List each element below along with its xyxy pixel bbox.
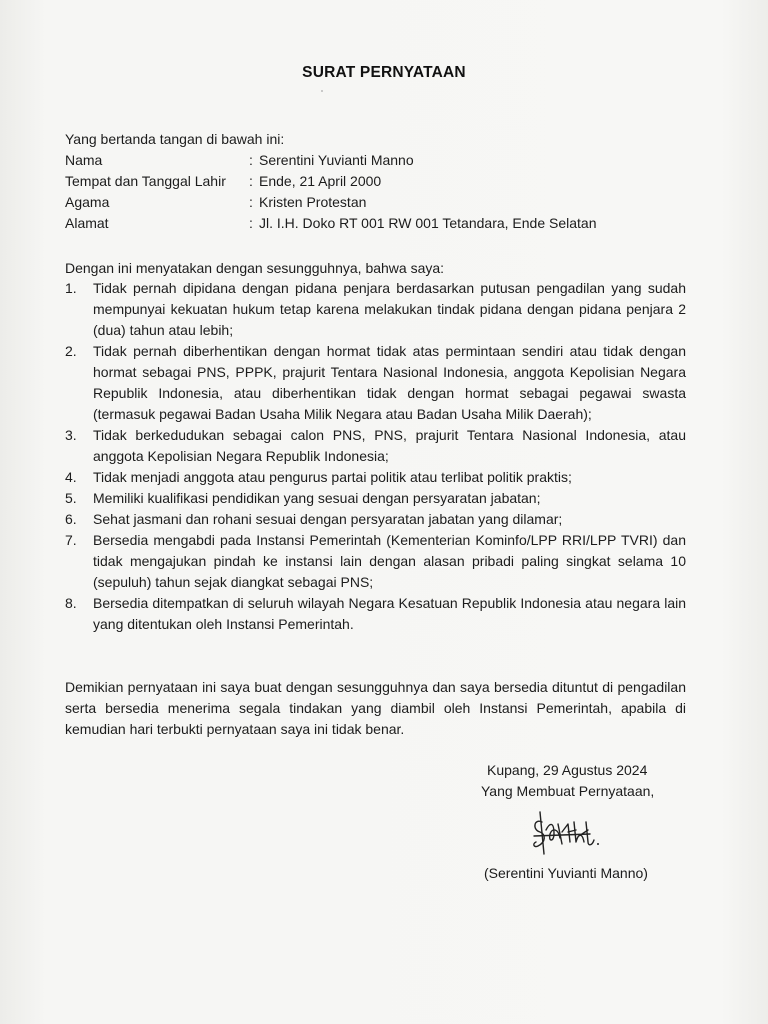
identity-value: Kristen Protestan: [259, 194, 367, 210]
statement-text: Dengan ini menyatakan dengan sesungguhnya, bahwa saya:: [65, 260, 445, 276]
document-title: SURAT PERNYATAAN: [302, 64, 466, 81]
identity-value: Ende, 21 April 2000: [259, 173, 382, 189]
list-item-text: Tidak menjadi anggota atau pengurus partai politik atau terlibat politik praktis;: [93, 469, 572, 485]
identity-label: Tempat dan Tanggal Lahir: [65, 173, 226, 189]
signature-mark: [528, 808, 608, 858]
identity-label: Alamat: [65, 215, 109, 231]
list-item-number: 6.: [65, 511, 77, 527]
identity-separator: :: [249, 215, 253, 231]
closing-paragraph: Demikian pernyataan ini saya buat dengan sesungguhnya dan saya bersedia dituntut di pengadilan serta bersedia menerima segala tindakan yang diambil oleh Instansi Pemerintah, apabila di kemudian hari terbukti pernyataan saya ini tidak benar.: [65, 679, 686, 737]
identity-label: Agama: [65, 194, 110, 210]
intro-text: Yang bertanda tangan di bawah ini:: [65, 131, 285, 147]
list-item-text: Bersedia mengabdi pada Instansi Pemerintah (Kementerian Kominfo/LPP RRI/LPP TVRI) dan tidak mengajukan pindah ke instansi lain dengan alasan pribadi paling singkat selama 10 (sepuluh) tahun sejak diangkat sebagai PNS;: [93, 532, 686, 590]
signer-name: (Serentini Yuvianti Manno): [484, 865, 648, 881]
identity-row-birth: [65, 171, 597, 192]
list-item: [65, 278, 686, 341]
identity-separator: :: [249, 194, 253, 210]
identity-row-name: [65, 150, 597, 171]
statement-list: [65, 278, 686, 635]
identity-separator: :: [249, 152, 253, 168]
list-item-number: 2.: [65, 343, 77, 359]
list-item-text: Tidak pernah diberhentikan dengan hormat tidak atas permintaan sendiri atau tidak dengan hormat sebagai PNS, PPPK, prajurit Tentara Nasional Indonesia, anggota Kepolisian Negara Republik Indonesia, atau diberhentikan tidak dengan hormat sebagai pegawai swasta (termasuk pegawai Badan Usaha Milik Negara atau Badan Usaha Milik Daerah);: [93, 343, 686, 422]
identity-row-address: [65, 213, 597, 234]
list-item-number: 3.: [65, 427, 77, 443]
identity-value: Serentini Yuvianti Manno: [259, 152, 414, 168]
list-item-number: 1.: [65, 280, 77, 296]
identity-table: [65, 150, 597, 234]
list-item-text: Tidak pernah dipidana dengan pidana penjara berdasarkan putusan pengadilan yang sudah mempunyai kekuatan hukum tetap karena melakukan tindak pidana dengan pidana penjara 2 (dua) tahun atau lebih;: [93, 280, 686, 338]
list-item: [65, 509, 686, 530]
list-item: [65, 341, 686, 425]
list-item-text: Tidak berkedudukan sebagai calon PNS, PNS, prajurit Tentara Nasional Indonesia, atau anggota Kepolisian Negara Republik Indonesia;: [93, 427, 686, 464]
list-item-number: 5.: [65, 490, 77, 506]
list-item-text: Sehat jasmani dan rohani sesuai dengan persyaratan jabatan yang dilamar;: [93, 511, 563, 527]
list-item: [65, 488, 686, 509]
identity-label: Nama: [65, 152, 103, 168]
place-date: Kupang, 29 Agustus 2024: [487, 762, 648, 778]
list-item: [65, 425, 686, 467]
list-item-number: 7.: [65, 532, 77, 548]
list-item-text: Memiliki kualifikasi pendidikan yang sesuai dengan persyaratan jabatan;: [93, 490, 541, 506]
list-item: [65, 530, 686, 593]
list-item-number: 8.: [65, 595, 77, 611]
list-item: [65, 593, 686, 635]
maker-label: Yang Membuat Pernyataan,: [481, 783, 655, 799]
identity-value: Jl. I.H. Doko RT 001 RW 001 Tetandara, Ende Selatan: [259, 215, 597, 231]
identity-row-religion: [65, 192, 597, 213]
list-item-number: 4.: [65, 469, 77, 485]
scan-speck: [321, 90, 323, 92]
list-item: [65, 467, 686, 488]
identity-separator: :: [249, 173, 253, 189]
list-item-text: Bersedia ditempatkan di seluruh wilayah Negara Kesatuan Republik Indonesia atau negara lain yang ditentukan oleh Instansi Pemerintah.: [93, 595, 686, 632]
